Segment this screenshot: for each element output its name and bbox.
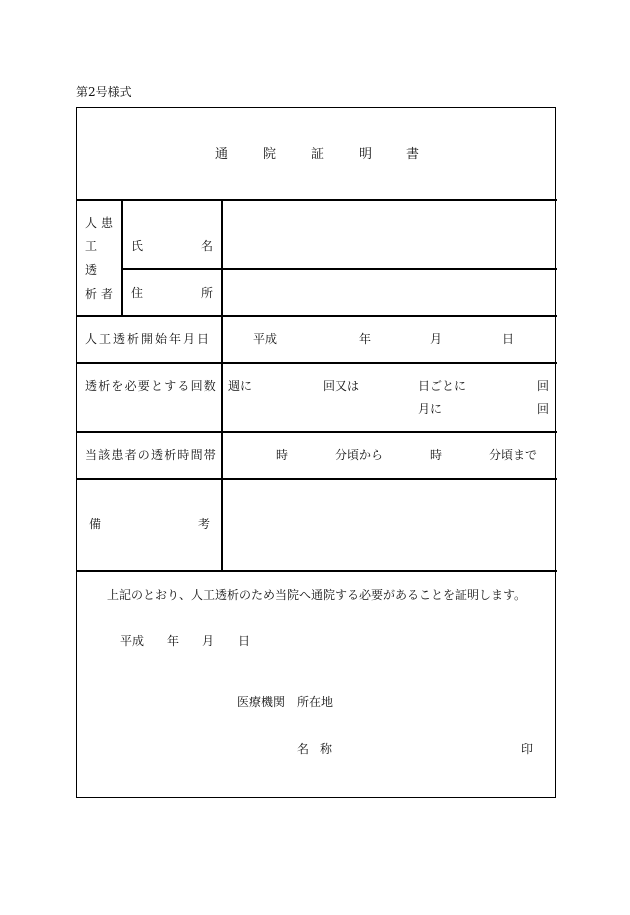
start-date-era: 平成 [253,332,278,346]
title-char: 通 [215,147,229,162]
frequency-every-days: 日ごとに [418,379,467,393]
patient-group-label: 透 [85,263,98,277]
form-number: 第2号様式 [76,85,132,99]
frequency-label: 透析を必要とする回数 [85,379,218,393]
time-slot-until: 分頃まで [489,448,538,462]
divider [76,570,557,572]
cert-era: 平成 [120,634,145,648]
address-label: 住 [131,286,144,300]
frequency-times-or: 回又は [323,379,360,393]
divider [76,362,557,364]
divider [123,268,557,270]
title-char: 明 [359,147,373,162]
start-date-month-unit: 月 [430,332,443,346]
divider [76,315,557,317]
divider [76,431,557,433]
institution-name-label: 名 [297,742,310,756]
frequency-times: 回 [537,379,550,393]
start-date-label: 人工透析開始年月日 [85,332,212,346]
institution-name-label: 称 [320,742,333,756]
patient-group-label: 者 [101,287,114,301]
address-field[interactable] [228,275,550,309]
cert-month-unit: 月 [202,634,215,648]
start-date-year-unit: 年 [359,332,372,346]
time-slot-hour-2: 時 [430,448,443,462]
seal-mark: 印 [521,742,534,756]
divider [76,199,557,201]
title-char: 証 [311,147,325,162]
frequency-times-2: 回 [537,402,550,416]
start-date-day-unit: 日 [502,332,515,346]
patient-group-label: 工 [85,239,98,253]
patient-group-label: 析 [85,287,98,301]
divider [76,478,557,480]
cert-day-unit: 日 [238,634,251,648]
frequency-weekly: 週に [228,379,253,393]
institution-address-label: 医療機関 所在地 [237,695,334,709]
name-field[interactable] [228,206,550,262]
name-label: 氏 [131,239,144,253]
remarks-label: 備 [89,517,102,531]
title-char: 院 [263,147,277,162]
time-slot-from: 分頃から [335,448,384,462]
name-label: 名 [201,239,214,253]
remarks-label: 考 [198,517,211,531]
patient-group-label: 人 [85,216,98,230]
time-slot-hour: 時 [276,448,289,462]
time-slot-label: 当該患者の透析時間帯 [85,448,218,462]
frequency-monthly: 月に [418,402,443,416]
remarks-field[interactable] [228,486,550,564]
patient-group-label: 患 [101,216,114,230]
divider [121,199,123,317]
cert-year-unit: 年 [167,634,180,648]
title-char: 書 [406,147,420,162]
divider [221,199,223,572]
address-label: 所 [201,286,214,300]
certification-statement: 上記のとおり、人工透析のため当院へ通院する必要があることを証明します。 [107,588,527,602]
